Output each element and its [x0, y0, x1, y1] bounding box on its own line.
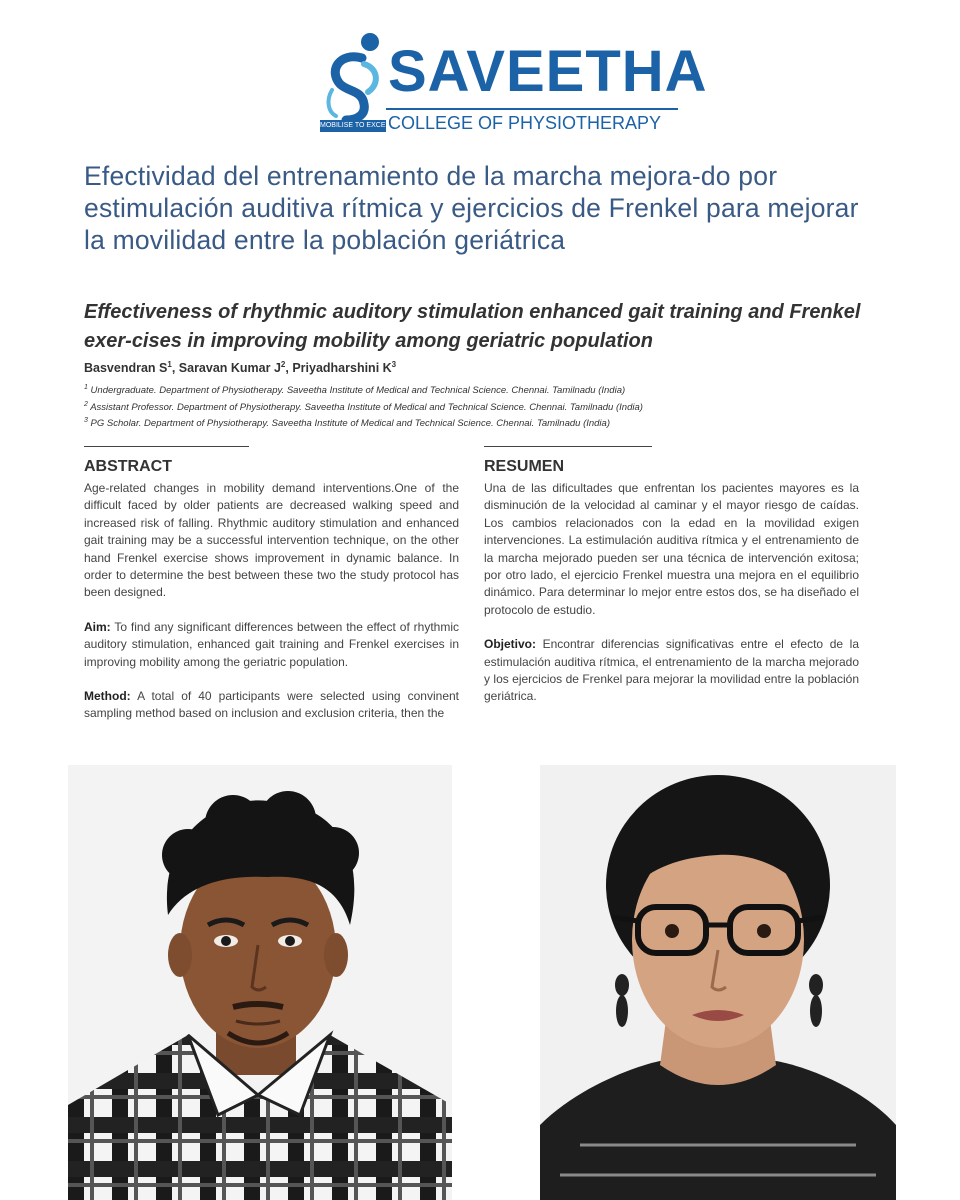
logo-tagline: MOBILISE TO EXCEL	[320, 120, 386, 132]
title-spanish: Efectividad del entrenamiento de la marcha mejora-do por estimulación auditiva rítmica y ejercicios de Frenkel para mejorar la movilidad entre la población geriátrica	[84, 161, 859, 255]
resumen-objetivo: Objetivo: Encontrar diferencias significativas entre el efecto de la estimulación auditiva rítmica, el entrenamiento de la marcha mejorado y los ejercicios de Frenkel para mejorar la movilidad entre la población geriátrica.	[484, 637, 859, 704]
section-rule	[484, 446, 652, 447]
section-rule	[84, 446, 249, 447]
affiliation: $^1$ Undergraduate. Department of Physiotherapy. Saveetha Institute of Medical and Technical Science. Chennai. Tamilnadu (India)	[84, 384, 626, 397]
author-photo-male	[68, 765, 452, 1200]
abstract-intro: Age-related changes in mobility demand interventions.One of the difficult faced by older patients are decreased walking speed and increased risk of falling. Rhythmic auditory stimulation and enhanced gait training may be a successful intervention technique, on the other hand Frenkel exercise shows improvement in dynamic balance. In order to determine the best between these two the study protocol has been designed.	[84, 481, 459, 600]
brand-name: SAVEETHA	[388, 39, 708, 104]
author-photo-female	[540, 765, 896, 1200]
abstract-heading: ABSTRACT	[84, 458, 172, 475]
author-name: Priyadharshini K	[292, 361, 392, 376]
resumen-intro: Una de las dificultades que enfrentan los pacientes mayores es la disminución de la velocidad al caminar y el mayor riesgo de caídas. Los cambios relacionados con la edad en la movilidad exigen intervenciones. La estimulación auditiva rítmica y el entrenamiento de la marcha mejorado pueden ser una técnica de intervención exitosa; por otro lado, el ejercicio Frenkel muestra una mejora en el equilibrio dinámico. Para determinar lo mejor entre estos dos, se ha diseñado el protocolo de estudio.	[484, 481, 859, 617]
affiliation: $^2$ Assistant Professor. Department of Physiotherapy. Saveetha Institute of Medical and Technical Science. Chennai. Tamilnadu (India)	[84, 401, 643, 414]
college-logo	[318, 30, 708, 140]
brand-subtitle: COLLEGE OF PHYSIOTHERAPY	[388, 113, 662, 133]
author-list: Basvendran $S^1$, Saravan Kumar $J^2$, Priyadharshini $K^3$	[84, 360, 397, 376]
person-emblem-icon	[318, 30, 388, 122]
resumen-section	[484, 458, 859, 723]
affiliation: $^3$ PG Scholar. Department of Physiotherapy. Saveetha Institute of Medical and Technical Science. Chennai. Tamilnadu (India)	[84, 417, 610, 430]
author-name: Basvendran S	[84, 361, 168, 376]
resumen-heading: RESUMEN	[484, 458, 565, 475]
brand-divider	[386, 108, 678, 110]
author-name: Saravan Kumar J	[178, 361, 281, 376]
abstract-aim: Aim: To find any significant differences between the effect of rhythmic auditory stimulation, enhanced gait training and Frenkel exercises in improving mobility among the geriatric population.	[84, 619, 459, 669]
title-english: Effectiveness of rhythmic auditory stimulation enhanced gait training and Frenkel exer-cises in improving mobility among geriatric population	[84, 301, 861, 352]
abstract-method: Method: A total of 40 participants were selected using convinent sampling method based on inclusion and exclusion criteria, then the	[84, 689, 459, 721]
abstract-section	[84, 458, 459, 731]
